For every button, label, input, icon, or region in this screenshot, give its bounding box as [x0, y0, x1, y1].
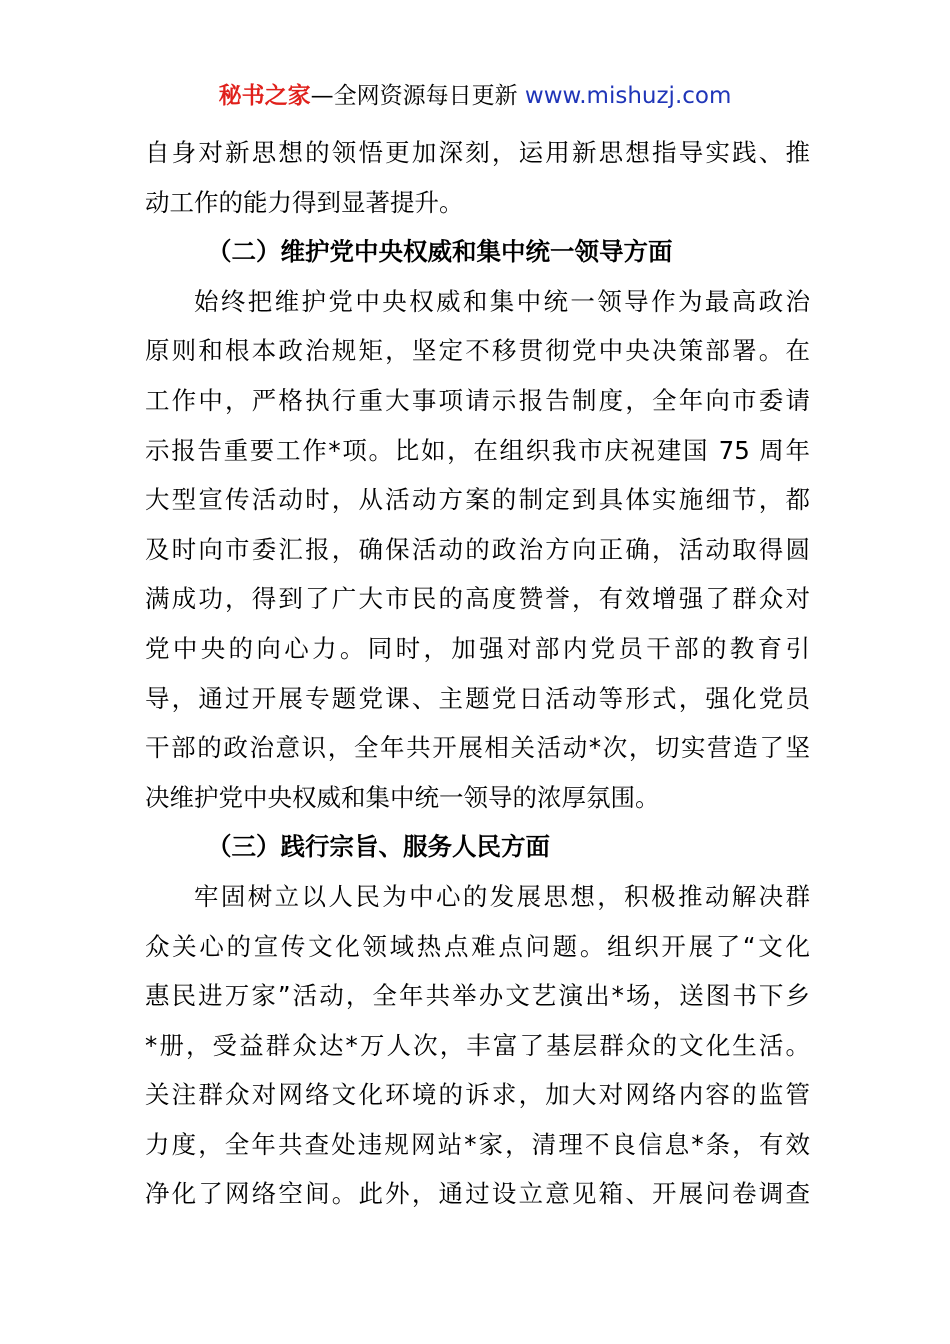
- section-heading: （二）维护党中央权威和集中统一领导方面: [207, 237, 673, 267]
- body-line: 大型宣传活动时，从活动方案的制定到具体实施细节，都: [145, 485, 810, 515]
- body-line: 自身对新思想的领悟更加深刻，运用新思想指导实践、推: [145, 138, 810, 167]
- page-header: [0, 80, 950, 112]
- body-line: 动工作的能力得到显著提升。: [145, 187, 464, 217]
- body-line: 决维护党中央权威和集中统一领导的浓厚氛围。: [145, 782, 660, 812]
- body-line: 原则和根本政治规矩，坚定不移贯彻党中央决策部署。在: [145, 336, 810, 366]
- body-line: 满成功，得到了广大市民的高度赞誉，有效增强了群众对: [145, 584, 810, 614]
- body-line: 净化了网络空间。此外，通过设立意见箱、开展问卷调查: [145, 1179, 810, 1209]
- header-url-link[interactable]: www.mishuzj.com: [524, 83, 732, 109]
- body-line: 众关心的宣传文化领域热点难点问题。组织开展了“文化: [145, 931, 810, 961]
- body-line: 导，通过开展专题党课、主题党日活动等形式，强化党员: [145, 683, 810, 713]
- body-line: 关注群众对网络文化环境的诉求，加大对网络内容的监管: [145, 1080, 810, 1110]
- body-line: 牢固树立以人民为中心的发展思想，积极推动解决群: [194, 881, 810, 911]
- document-body: [145, 128, 810, 1219]
- header-brand: 秘书之家: [218, 83, 311, 109]
- body-line: 示报告重要工作*项。比如，在组织我市庆祝建国 75 周年: [145, 435, 810, 465]
- section-heading: （三）践行宗旨、服务人民方面: [207, 832, 550, 862]
- body-line: 力度，全年共查处违规网站*家，清理不良信息*条，有效: [145, 1129, 810, 1159]
- body-line: 及时向市委汇报，确保活动的政治方向正确，活动取得圆: [145, 534, 810, 564]
- body-line: 党中央的向心力。同时，加强对部内党员干部的教育引: [145, 633, 810, 663]
- body-line: 干部的政治意识，全年共开展相关活动*次，切实营造了坚: [145, 733, 810, 763]
- body-line: 惠民进万家”活动，全年共举办文艺演出*场，送图书下乡: [145, 981, 810, 1011]
- body-line: 始终把维护党中央权威和集中统一领导作为最高政治: [194, 286, 810, 316]
- header-slogan: —全网资源每日更新: [310, 83, 518, 109]
- body-line: *册，受益群众达*万人次，丰富了基层群众的文化生活。: [145, 1030, 810, 1060]
- body-line: 工作中，严格执行重大事项请示报告制度，全年向市委请: [145, 385, 810, 415]
